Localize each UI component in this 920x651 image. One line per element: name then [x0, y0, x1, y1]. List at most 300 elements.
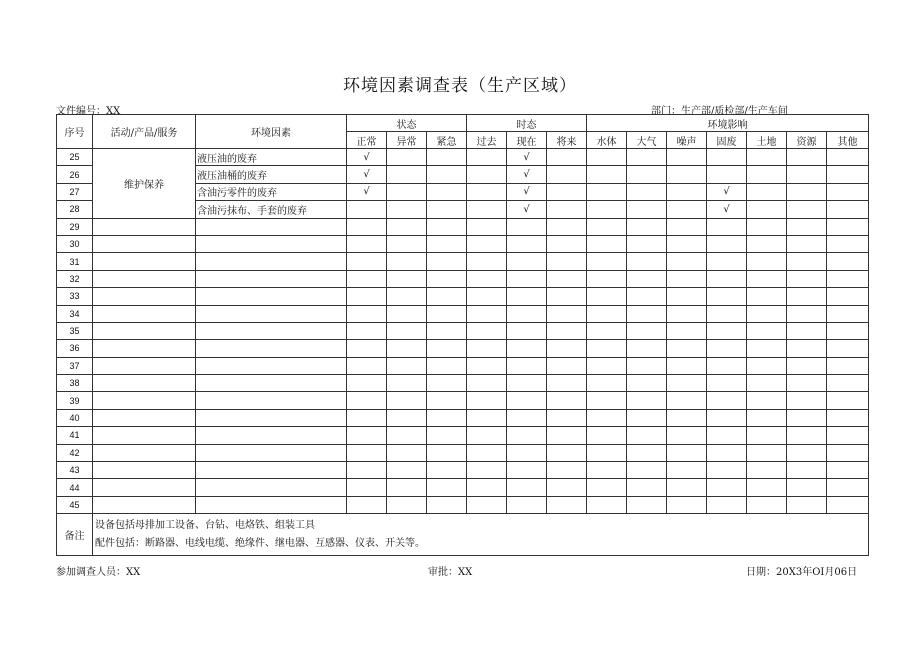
factor-cell [196, 496, 347, 513]
check-cell [547, 288, 587, 305]
check-cell [387, 427, 427, 444]
table-row [57, 392, 869, 409]
check-cell [547, 462, 587, 479]
check-cell [587, 149, 627, 166]
check-cell [427, 183, 467, 200]
activity-cell [93, 235, 196, 252]
check-cell [347, 392, 387, 409]
check-cell [827, 496, 869, 513]
check-cell [387, 235, 427, 252]
check-cell [347, 340, 387, 357]
row-seq: 43 [57, 462, 93, 479]
row-seq: 26 [57, 166, 93, 183]
factor-cell: 含油污零件的废弃 [196, 183, 347, 200]
activity-cell [93, 392, 196, 409]
activity-cell [93, 462, 196, 479]
check-cell [667, 427, 707, 444]
check-cell [587, 270, 627, 287]
check-cell [547, 149, 587, 166]
row-seq: 45 [57, 496, 93, 513]
check-cell [347, 253, 387, 270]
department: 部门：生产部/质检部/生产车间 [651, 106, 788, 117]
check-cell [467, 375, 507, 392]
table-row [57, 375, 869, 392]
check-cell [507, 253, 547, 270]
row-seq: 35 [57, 322, 93, 339]
table-row [57, 479, 869, 496]
check-cell: √ [347, 183, 387, 200]
check-cell [707, 305, 747, 322]
check-cell [507, 462, 547, 479]
check-cell [627, 496, 667, 513]
factor-cell [196, 305, 347, 322]
check-cell [587, 166, 627, 183]
check-cell [427, 479, 467, 496]
row-seq: 38 [57, 375, 93, 392]
check-cell [547, 357, 587, 374]
check-cell [347, 375, 387, 392]
check-cell [827, 479, 869, 496]
activity-cell [93, 427, 196, 444]
activity-cell [93, 288, 196, 305]
check-cell [547, 322, 587, 339]
factor-cell [196, 375, 347, 392]
check-cell [547, 235, 587, 252]
check-cell [467, 218, 507, 235]
check-cell [627, 479, 667, 496]
check-cell [787, 183, 827, 200]
check-cell [667, 218, 707, 235]
activity-cell [93, 444, 196, 461]
check-cell [747, 201, 787, 218]
check-cell [827, 375, 869, 392]
activity-cell [93, 340, 196, 357]
check-cell [667, 235, 707, 252]
check-cell [507, 427, 547, 444]
check-cell [707, 409, 747, 426]
check-cell [827, 340, 869, 357]
activity-cell [93, 496, 196, 513]
header-activity: 活动/产品/服务 [93, 115, 196, 149]
check-cell [467, 357, 507, 374]
check-cell [667, 479, 707, 496]
check-cell [467, 427, 507, 444]
check-cell [747, 253, 787, 270]
participants: 参加调查人员：XX [56, 567, 141, 578]
check-cell [347, 479, 387, 496]
check-cell [787, 427, 827, 444]
check-cell [467, 340, 507, 357]
check-cell [787, 218, 827, 235]
check-cell [827, 288, 869, 305]
check-cell [507, 409, 547, 426]
check-cell [827, 444, 869, 461]
check-cell [627, 305, 667, 322]
check-cell [747, 149, 787, 166]
check-cell [747, 235, 787, 252]
file-number: 文件编号：XX [56, 106, 121, 117]
check-cell [707, 479, 747, 496]
row-seq: 33 [57, 288, 93, 305]
check-cell [507, 305, 547, 322]
check-cell [627, 375, 667, 392]
check-cell [587, 183, 627, 200]
check-cell [627, 444, 667, 461]
check-cell [747, 305, 787, 322]
check-cell [547, 253, 587, 270]
check-cell [387, 183, 427, 200]
check-cell [427, 427, 467, 444]
check-cell [707, 462, 747, 479]
check-cell [347, 322, 387, 339]
check-cell [747, 357, 787, 374]
check-cell [387, 357, 427, 374]
check-cell [347, 218, 387, 235]
factor-cell [196, 322, 347, 339]
table-row [57, 444, 869, 461]
check-cell [747, 409, 787, 426]
check-cell [707, 427, 747, 444]
factor-cell: 含油污抹布、手套的废弃 [196, 201, 347, 218]
check-cell [587, 479, 627, 496]
check-cell [787, 305, 827, 322]
check-cell [787, 340, 827, 357]
check-cell [547, 270, 587, 287]
check-cell [827, 270, 869, 287]
check-cell [427, 253, 467, 270]
check-cell [587, 444, 627, 461]
check-cell [667, 166, 707, 183]
factor-cell [196, 253, 347, 270]
check-cell [707, 218, 747, 235]
date: 日期：20X3年OI月06日 [746, 567, 858, 578]
check-cell [747, 496, 787, 513]
check-cell [387, 201, 427, 218]
row-seq: 34 [57, 305, 93, 322]
check-cell [667, 462, 707, 479]
header-seq: 序号 [57, 115, 93, 149]
check-cell [587, 305, 627, 322]
check-cell [707, 270, 747, 287]
check-cell [547, 427, 587, 444]
notes-label: 备注 [57, 514, 93, 556]
check-cell [587, 288, 627, 305]
row-seq: 29 [57, 218, 93, 235]
check-cell [387, 375, 427, 392]
header-status-emergency: 紧急 [427, 132, 467, 149]
row-seq: 42 [57, 444, 93, 461]
check-cell [507, 392, 547, 409]
check-cell [427, 288, 467, 305]
row-seq: 30 [57, 235, 93, 252]
factor-cell [196, 479, 347, 496]
check-cell [787, 462, 827, 479]
check-cell [627, 235, 667, 252]
header-status-normal: 正常 [347, 132, 387, 149]
table-row [57, 427, 869, 444]
check-cell [347, 305, 387, 322]
check-cell [747, 340, 787, 357]
check-cell [587, 235, 627, 252]
page-title: 环境因素调查表（生产区域） [343, 76, 577, 96]
check-cell [827, 322, 869, 339]
check-cell [427, 322, 467, 339]
check-cell [547, 340, 587, 357]
check-cell [627, 427, 667, 444]
check-cell [387, 409, 427, 426]
check-cell [467, 322, 507, 339]
check-cell: √ [507, 183, 547, 200]
check-cell [427, 375, 467, 392]
row-seq: 25 [57, 149, 93, 166]
check-cell [507, 496, 547, 513]
activity-cell [93, 357, 196, 374]
activity-cell [93, 305, 196, 322]
check-cell [747, 392, 787, 409]
header-impact-land: 土地 [747, 132, 787, 149]
check-cell [667, 288, 707, 305]
check-cell [707, 340, 747, 357]
check-cell [467, 183, 507, 200]
check-cell [467, 253, 507, 270]
check-cell [467, 409, 507, 426]
check-cell [707, 392, 747, 409]
table-row [57, 322, 869, 339]
factor-cell [196, 409, 347, 426]
check-cell [787, 496, 827, 513]
check-cell [427, 218, 467, 235]
check-cell [507, 375, 547, 392]
row-seq: 44 [57, 479, 93, 496]
header-impact-water: 水体 [587, 132, 627, 149]
check-cell: √ [707, 201, 747, 218]
check-cell [427, 392, 467, 409]
check-cell [387, 149, 427, 166]
factor-cell [196, 357, 347, 374]
check-cell [387, 288, 427, 305]
check-cell [507, 357, 547, 374]
check-cell [387, 392, 427, 409]
check-cell [827, 201, 869, 218]
table-row [57, 218, 869, 235]
table-row [57, 357, 869, 374]
notes-line-2: 配件包括：断路器、电线电缆、绝缘件、继电器、互感器、仪表、开关等。 [95, 537, 425, 549]
check-cell [387, 479, 427, 496]
check-cell [427, 166, 467, 183]
check-cell [747, 183, 787, 200]
header-impact-air: 大气 [627, 132, 667, 149]
check-cell [787, 201, 827, 218]
check-cell [667, 496, 707, 513]
check-cell [347, 427, 387, 444]
check-cell [627, 322, 667, 339]
check-cell [827, 235, 869, 252]
check-cell [507, 479, 547, 496]
check-cell [467, 270, 507, 287]
check-cell [467, 444, 507, 461]
check-cell [587, 340, 627, 357]
factor-cell [196, 270, 347, 287]
table-row [57, 409, 869, 426]
header-impact: 环境影响 [587, 115, 869, 132]
header-tense-past: 过去 [467, 132, 507, 149]
header-factor: 环境因素 [196, 115, 347, 149]
row-seq: 28 [57, 201, 93, 218]
header-row-1 [57, 115, 869, 132]
check-cell [627, 183, 667, 200]
check-cell: √ [707, 183, 747, 200]
check-cell [827, 305, 869, 322]
check-cell [427, 149, 467, 166]
check-cell [667, 253, 707, 270]
check-cell [667, 340, 707, 357]
row-seq: 31 [57, 253, 93, 270]
check-cell [347, 496, 387, 513]
header-impact-solid-waste: 固废 [707, 132, 747, 149]
check-cell [787, 235, 827, 252]
activity-cell: 维护保养 [93, 149, 196, 219]
factor-cell [196, 427, 347, 444]
check-cell [787, 479, 827, 496]
check-cell [467, 288, 507, 305]
check-cell [827, 183, 869, 200]
activity-cell [93, 479, 196, 496]
check-cell [827, 462, 869, 479]
factor-cell [196, 288, 347, 305]
check-cell [827, 166, 869, 183]
check-cell [587, 218, 627, 235]
check-cell [347, 235, 387, 252]
table-row [57, 305, 869, 322]
check-cell [547, 479, 587, 496]
check-cell: √ [507, 166, 547, 183]
check-cell [627, 409, 667, 426]
notes-line-1: 设备包括母排加工设备、台钻、电烙铁、组装工具 [95, 519, 315, 531]
check-cell [827, 409, 869, 426]
check-cell [427, 201, 467, 218]
check-cell [707, 496, 747, 513]
activity-cell [93, 253, 196, 270]
check-cell [627, 149, 667, 166]
check-cell [387, 166, 427, 183]
check-cell [747, 218, 787, 235]
check-cell [507, 322, 547, 339]
check-cell [667, 322, 707, 339]
check-cell [787, 288, 827, 305]
header-tense-present: 现在 [507, 132, 547, 149]
check-cell [347, 357, 387, 374]
table-row [57, 340, 869, 357]
check-cell [587, 496, 627, 513]
factor-cell [196, 218, 347, 235]
check-cell [347, 409, 387, 426]
check-cell [707, 322, 747, 339]
check-cell [387, 270, 427, 287]
check-cell [467, 305, 507, 322]
row-seq: 32 [57, 270, 93, 287]
check-cell [707, 235, 747, 252]
check-cell [747, 322, 787, 339]
activity-cell [93, 218, 196, 235]
check-cell [427, 340, 467, 357]
check-cell [747, 270, 787, 287]
check-cell [547, 183, 587, 200]
check-cell [587, 375, 627, 392]
check-cell: √ [347, 149, 387, 166]
check-cell [427, 444, 467, 461]
check-cell [827, 149, 869, 166]
check-cell [547, 375, 587, 392]
check-cell [467, 479, 507, 496]
check-cell [387, 253, 427, 270]
check-cell: √ [507, 149, 547, 166]
row-seq: 36 [57, 340, 93, 357]
check-cell [587, 357, 627, 374]
check-cell [627, 166, 667, 183]
factor-cell: 液压油的废弃 [196, 149, 347, 166]
check-cell [467, 496, 507, 513]
check-cell [667, 357, 707, 374]
check-cell [667, 409, 707, 426]
check-cell [427, 462, 467, 479]
check-cell [347, 444, 387, 461]
activity-cell [93, 375, 196, 392]
check-cell [627, 392, 667, 409]
check-cell [467, 392, 507, 409]
check-cell [667, 305, 707, 322]
factor-cell [196, 392, 347, 409]
header-tense-future: 将来 [547, 132, 587, 149]
check-cell [667, 183, 707, 200]
check-cell [507, 270, 547, 287]
check-cell [347, 270, 387, 287]
check-cell [347, 462, 387, 479]
table-row [57, 270, 869, 287]
check-cell [587, 409, 627, 426]
check-cell [427, 357, 467, 374]
check-cell [467, 149, 507, 166]
check-cell [587, 253, 627, 270]
check-cell [747, 288, 787, 305]
check-cell [467, 166, 507, 183]
check-cell [547, 496, 587, 513]
check-cell [427, 496, 467, 513]
check-cell [627, 218, 667, 235]
check-cell [427, 235, 467, 252]
check-cell [387, 444, 427, 461]
table-row [57, 288, 869, 305]
check-cell [587, 462, 627, 479]
factor-cell [196, 462, 347, 479]
factor-cell: 液压油桶的废弃 [196, 166, 347, 183]
check-cell [787, 392, 827, 409]
check-cell [627, 270, 667, 287]
check-cell [747, 462, 787, 479]
check-cell [547, 444, 587, 461]
factor-cell [196, 444, 347, 461]
check-cell [707, 253, 747, 270]
check-cell [787, 322, 827, 339]
check-cell [547, 201, 587, 218]
check-cell [587, 201, 627, 218]
check-cell [787, 253, 827, 270]
check-cell [587, 427, 627, 444]
check-cell [747, 479, 787, 496]
check-cell [507, 288, 547, 305]
check-cell [627, 201, 667, 218]
check-cell [707, 357, 747, 374]
check-cell [547, 409, 587, 426]
